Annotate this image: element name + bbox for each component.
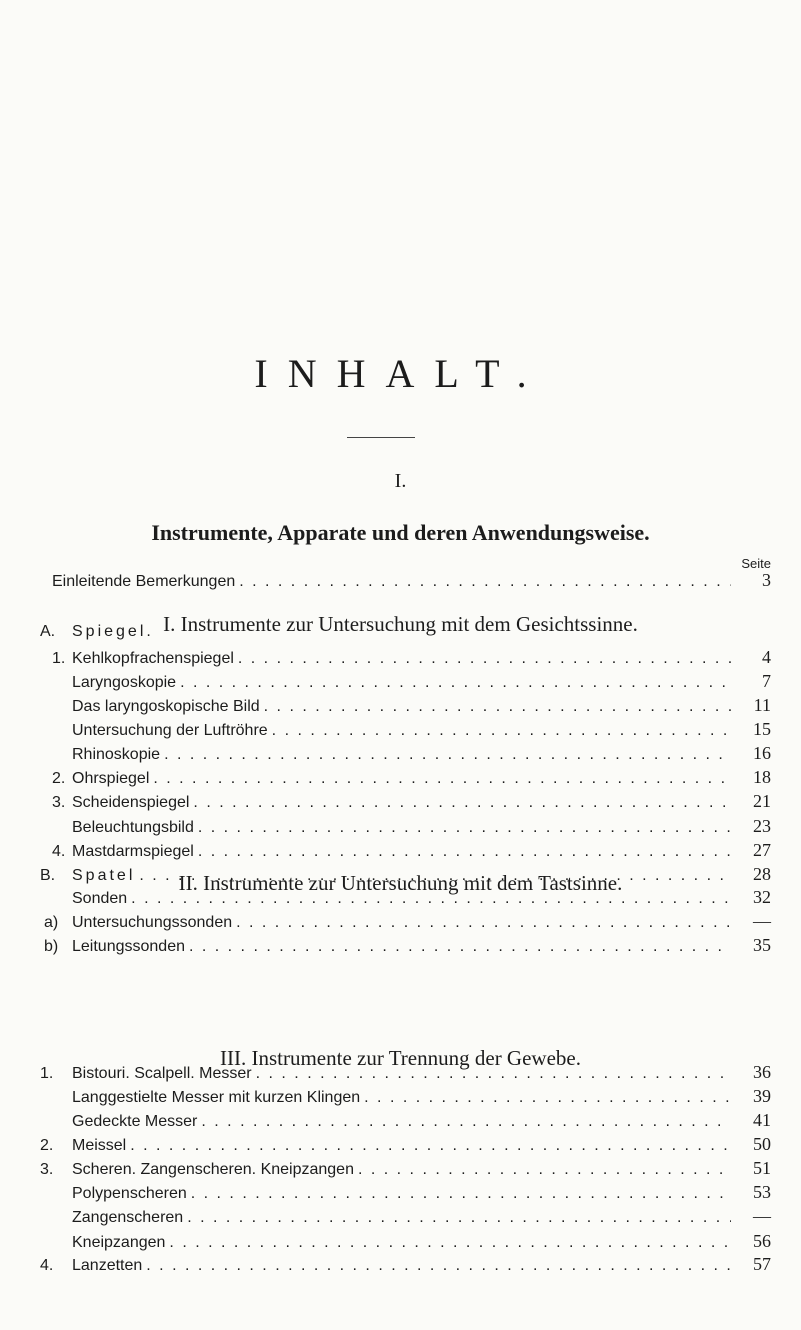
leader-dots [187, 1209, 731, 1227]
toc-entry-page: — [753, 1206, 771, 1226]
toc-entry-page: 28 [753, 864, 771, 884]
toc-entry-label: Sonden [72, 890, 128, 907]
toc-entry-label: Laryngoskopie [72, 674, 177, 691]
leader-dots [164, 746, 731, 764]
toc-entry-label: Scheidenspiegel [72, 794, 190, 811]
toc-entry-label: Langgestielte Messer mit kurzen Klingen [72, 1089, 361, 1106]
toc-entry-label: Spatel [72, 867, 136, 884]
toc-entry-number: a) [44, 914, 59, 931]
toc-entry[interactable] [52, 647, 771, 671]
section-heading: III. Instrumente zur Trennung der Gewebe. [220, 1046, 581, 1070]
toc-entry-number: 3. [40, 1161, 54, 1178]
toc-entry[interactable] [52, 767, 771, 791]
toc-entry-number: 4. [52, 843, 66, 860]
toc-entry[interactable] [40, 1062, 771, 1086]
toc-entry-number: B. [40, 867, 56, 884]
part-numeral: I. [394, 470, 407, 492]
toc-entry-label: Untersuchung der Luftröhre [72, 722, 268, 739]
toc-entry-page: 18 [753, 767, 771, 787]
toc-entry-number: 1. [52, 650, 66, 667]
leader-dots [146, 1257, 731, 1275]
leader-dots [256, 1065, 731, 1083]
toc-entry-label: Gedeckte Messer [72, 1113, 198, 1130]
toc-entry-page: 51 [753, 1158, 771, 1178]
toc-entry-label: Das laryngoskopische Bild [72, 698, 260, 715]
toc-entry[interactable] [44, 911, 771, 935]
leader-dots [198, 843, 731, 861]
toc-entry-page: 53 [753, 1182, 771, 1202]
toc-entry[interactable] [40, 1086, 771, 1110]
toc-entry-page: 21 [753, 791, 771, 811]
toc-entry-number: 2. [52, 770, 66, 787]
toc-entry-number: 4. [40, 1257, 54, 1274]
toc-entry-label: Leitungssonden [72, 938, 185, 955]
leader-dots [239, 573, 731, 591]
toc-entry-label: Mastdarmspiegel [72, 843, 194, 860]
toc-entry-label: Zangenscheren [72, 1209, 184, 1226]
toc-entry-page: 56 [753, 1231, 771, 1251]
toc-entry-label: Scheren. Zangenscheren. Kneipzangen [72, 1161, 354, 1178]
toc-entry [40, 623, 771, 647]
title-divider [347, 437, 415, 438]
leader-dots [189, 938, 731, 956]
leader-dots [131, 890, 731, 908]
toc-entry[interactable] [52, 791, 771, 815]
toc-entry[interactable] [44, 887, 771, 911]
leader-dots [193, 794, 731, 812]
toc-entry-label: Rhinoskopie [72, 746, 161, 763]
toc-entry-number: A. [40, 623, 56, 640]
toc-entry-label: Kneipzangen [72, 1234, 166, 1251]
toc-entry-page: 15 [753, 719, 771, 739]
toc-entry-page: 23 [753, 816, 771, 836]
leader-dots [238, 650, 731, 668]
toc-entry[interactable] [52, 695, 771, 719]
toc-entry[interactable] [52, 743, 771, 767]
leader-dots [153, 770, 731, 788]
toc-entry[interactable] [40, 1182, 771, 1206]
toc-entry-intro[interactable] [52, 570, 771, 594]
leader-dots [364, 1089, 731, 1107]
toc-entry-number: b) [44, 938, 59, 955]
leader-dots [180, 674, 731, 692]
toc-entry[interactable] [52, 816, 771, 840]
part-title: Instrumente, Apparate und deren Anwendungsweise. [151, 520, 650, 545]
toc-entry-page: 3 [762, 570, 771, 590]
toc-entry-page: 32 [753, 887, 771, 907]
toc-entry-label: Polypenscheren [72, 1185, 187, 1202]
leader-dots [272, 722, 731, 740]
toc-entry[interactable] [40, 1110, 771, 1134]
toc-entry-number: 1. [40, 1065, 54, 1082]
toc-entry-label: Kehlkopfrachenspiegel [72, 650, 234, 667]
toc-entry[interactable] [52, 840, 771, 864]
leader-dots [201, 1113, 731, 1131]
toc-entry-page: 36 [753, 1062, 771, 1082]
leader-dots [264, 698, 731, 716]
toc-entry-page: 27 [753, 840, 771, 860]
toc-entry-label: Lanzetten [72, 1257, 143, 1274]
page-title: INHALT. [254, 351, 547, 396]
toc-entry-label: Meissel [72, 1137, 127, 1154]
toc-entry[interactable] [44, 935, 771, 959]
toc-entry-page: 16 [753, 743, 771, 763]
toc-entry[interactable] [40, 1158, 771, 1182]
toc-entry-page: — [753, 911, 771, 931]
toc-entry[interactable] [40, 1231, 771, 1255]
toc-entry[interactable] [40, 1254, 771, 1278]
toc-entry-page: 7 [762, 671, 771, 691]
leader-dots [169, 1234, 731, 1252]
toc-entry[interactable] [52, 671, 771, 695]
page-column-label: Seite [741, 556, 771, 571]
leader-dots [198, 819, 731, 837]
toc-entry[interactable] [40, 1206, 771, 1230]
toc-entry-page: 11 [753, 695, 771, 715]
toc-entry-label: Spiegel. [72, 623, 154, 640]
toc-entry[interactable] [52, 719, 771, 743]
toc-entry-label: Ohrspiegel [72, 770, 150, 787]
toc-entry-page: 39 [753, 1086, 771, 1106]
section-heading: II. Instrumente zur Untersuchung mit dem Tastsinne. [178, 871, 623, 895]
toc-entry-label: Beleuchtungsbild [72, 819, 194, 836]
toc-entry-page: 50 [753, 1134, 771, 1154]
toc-entry-page: 35 [753, 935, 771, 955]
toc-entry-page: 41 [753, 1110, 771, 1130]
section-heading: I. Instrumente zur Untersuchung mit dem Gesichtssinne. [163, 612, 638, 636]
toc-entry-page: 4 [762, 647, 771, 667]
toc-entry-label: Einleitende Bemerkungen [52, 573, 236, 590]
toc-entry-label: Untersuchungssonden [72, 914, 233, 931]
toc-entry-number: 3. [52, 794, 66, 811]
toc-entry-number: 2. [40, 1137, 54, 1154]
leader-dots [236, 914, 731, 932]
leader-dots [191, 1185, 731, 1203]
toc-entry[interactable] [40, 1134, 771, 1158]
leader-dots [358, 1161, 731, 1179]
toc-entry-label: Bistouri. Scalpell. Messer [72, 1065, 252, 1082]
toc-entry-page: 57 [753, 1254, 771, 1274]
leader-dots [130, 1137, 731, 1155]
